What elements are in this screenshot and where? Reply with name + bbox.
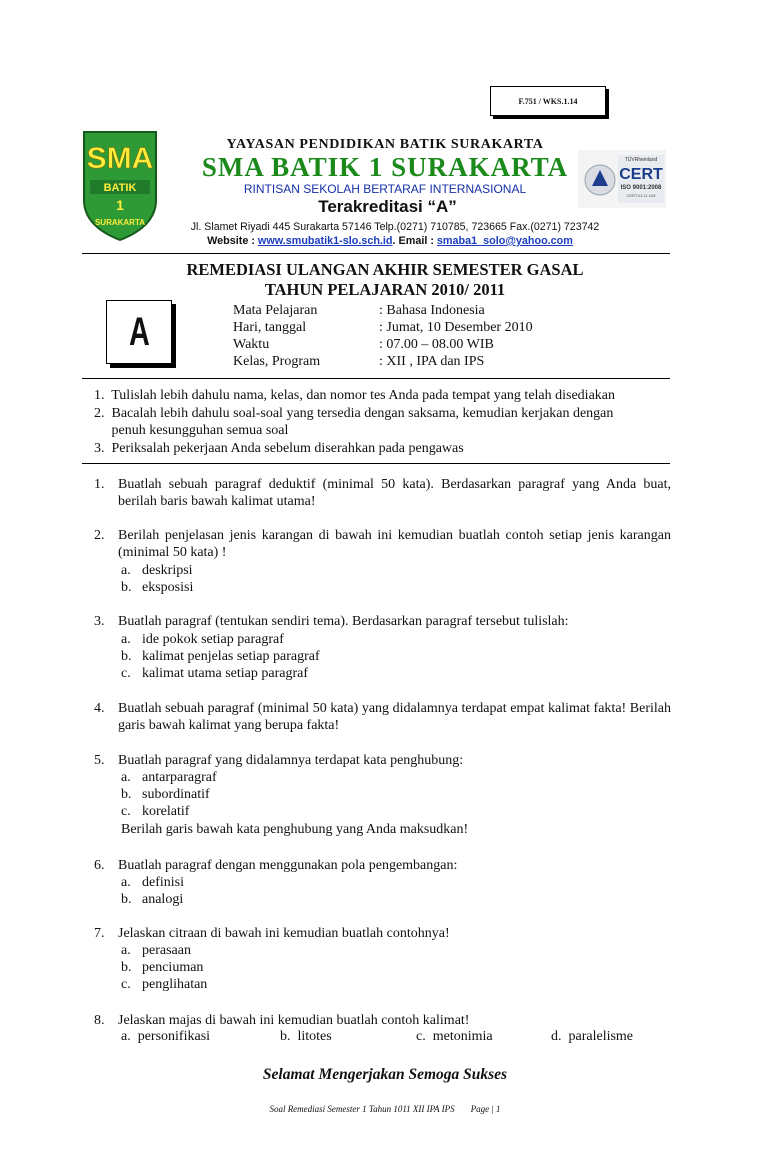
option-item: c. metonimia [416,1029,493,1044]
school-program: RINTISAN SEKOLAH BERTARAF INTERNASIONAL [243,182,527,196]
instruction-line: 3. Periksalah pekerjaan Anda sebelum diserahkan pada pengawas [94,441,464,456]
cert-provider-text: TÜVRheinland [624,157,658,163]
logo-sma-text: SMA [86,142,154,175]
question-5-note: Berilah garis bawah kata penghubung yang Anda maksudkan! [121,822,469,837]
question-number: 7. [94,926,105,941]
question-text: Jelaskan citraan di bawah ini kemudian buatlah contohnya! [118,926,450,941]
footer-doc-title: Soal Remediasi Semester 1 Tahun 1011 XII IPA IPS [269,1104,455,1114]
question-6 [94,857,671,874]
accreditation: Terakreditasi “A” [318,197,457,216]
question-4 [94,700,671,734]
instruction-line: penuh kesungguhan semua soal [94,423,289,438]
option-item: c. korelatif [121,804,190,819]
header-divider [82,253,670,254]
question-8 [94,1012,671,1029]
instruction-line: 1. Tulislah lebih dahulu nama, kelas, dan nomor tes Anda pada tempat yang telah disediakan [94,388,616,403]
option-item: a. perasaan [121,943,191,958]
question-7-options [121,942,207,993]
question-7 [94,925,671,942]
school-name: SMA BATIK 1 SURAKARTA [201,152,569,182]
cert-logo-text: CERT [619,166,663,183]
info-divider [82,378,670,379]
question-3-options [121,631,320,682]
option-item: b. subordinatif [121,787,210,802]
question-5-options [121,769,217,820]
option-item: a. ide pokok setiap paragraf [121,632,284,647]
question-5 [94,752,671,769]
instruction-line: 2. Bacalah lebih dahulu soal-soal yang tersedia dengan saksama, kemudian kerjakan dengan [94,406,614,421]
exam-year: TAHUN PELAJARAN 2010/ 2011 [264,280,506,299]
question-text: Buatlah paragraf yang didalamnya terdapat kata penghubung: [118,753,464,768]
logo-city-text: SURAKARTA [94,218,146,227]
question-text: Buatlah sebuah paragraf (minimal 50 kata) yang didalamnya terdapat empat kalimat fakta! Berilah garis bawah kalimat yang berupa fakta! [118,701,671,733]
question-2 [94,527,671,561]
email-link[interactable]: smaba1_solo@yahoo.com [436,235,573,247]
question-number: 5. [94,753,105,768]
school-address: Jl. Slamet Riyadi 445 Surakarta 57146 Telp.(0271) 710785, 723665 Fax.(0271) 723742 [190,221,600,233]
cert-id-text: CERT.01.11.108 [626,193,656,198]
cert-iso-text: ISO 9001:2008 [620,185,662,191]
email-label: . Email : [392,235,437,247]
exam-info-label: Hari, tanggal [233,320,307,335]
question-number: 3. [94,614,105,629]
exam-info-value: : Bahasa Indonesia [379,303,485,318]
footer-page-number: Page | 1 [470,1104,501,1114]
closing-message: Selamat Mengerjakan Semoga Sukses [262,1066,508,1083]
option-item: d. paralelisme [551,1029,634,1044]
option-item: b. penciuman [121,960,204,975]
website-label: Website : [207,235,258,247]
option-item: b. eksposisi [121,580,194,595]
question-1 [94,476,671,510]
exam-version-letter: A [128,309,150,354]
contact-line [140,235,640,247]
question-text: Buatlah paragraf (tentukan sendiri tema). Berdasarkan paragraf tersebut tulislah: [118,614,569,629]
exam-version-box [106,300,172,364]
option-item: b. litotes [280,1029,332,1044]
option-item: a. personifikasi [121,1029,211,1044]
exam-title: REMEDIASI ULANGAN AKHIR SEMESTER GASAL [186,260,584,279]
question-text: Jelaskan majas di bawah ini kemudian buatlah contoh kalimat! [118,1013,470,1028]
question-number: 8. [94,1013,105,1028]
question-text: Buatlah sebuah paragraf deduktif (minimal 50 kata). Berdasarkan paragraf yang Anda buat, berilah baris bawah kalimat utama! [118,477,671,509]
exam-info-label: Waktu [233,337,270,352]
website-link[interactable]: www.smubatik1-slo.sch.id [257,235,393,247]
form-code [490,86,606,116]
option-item: a. definisi [121,875,184,890]
question-text: Buatlah paragraf dengan menggunakan pola pengembangan: [118,858,458,873]
question-2-options [121,562,193,596]
exam-info-value: : 07.00 – 08.00 WIB [379,337,494,352]
option-item: b. analogi [121,892,184,907]
logo-number-text: 1 [116,197,124,213]
exam-info-value: : Jumat, 10 Desember 2010 [379,320,533,335]
option-item: a. antarparagraf [121,770,217,785]
logo-batik-text: BATIK [103,182,137,194]
question-number: 1. [94,477,105,492]
question-3 [94,613,671,630]
question-number: 4. [94,701,105,716]
form-code-text: F.751 / WKS.1.14 [518,96,578,106]
option-item: c. kalimat utama setiap paragraf [121,666,308,681]
page-footer [150,1104,620,1114]
exam-info-label: Kelas, Program [233,354,321,369]
question-number: 6. [94,858,105,873]
foundation-name: YAYASAN PENDIDIKAN BATIK SURAKARTA [226,137,544,152]
exam-info-label: Mata Pelajaran [233,303,318,318]
instructions-divider [82,463,670,464]
option-item: a. deskripsi [121,563,193,578]
question-text: Berilah penjelasan jenis karangan di bawah ini kemudian buatlah contoh setiap jenis karangan (minimal 50 kata) ! [118,528,671,560]
option-item: c. penglihatan [121,977,208,992]
question-number: 2. [94,528,105,543]
exam-info-value: : XII , IPA dan IPS [379,354,485,369]
option-item: b. kalimat penjelas setiap paragraf [121,649,320,664]
question-6-options [121,874,184,908]
